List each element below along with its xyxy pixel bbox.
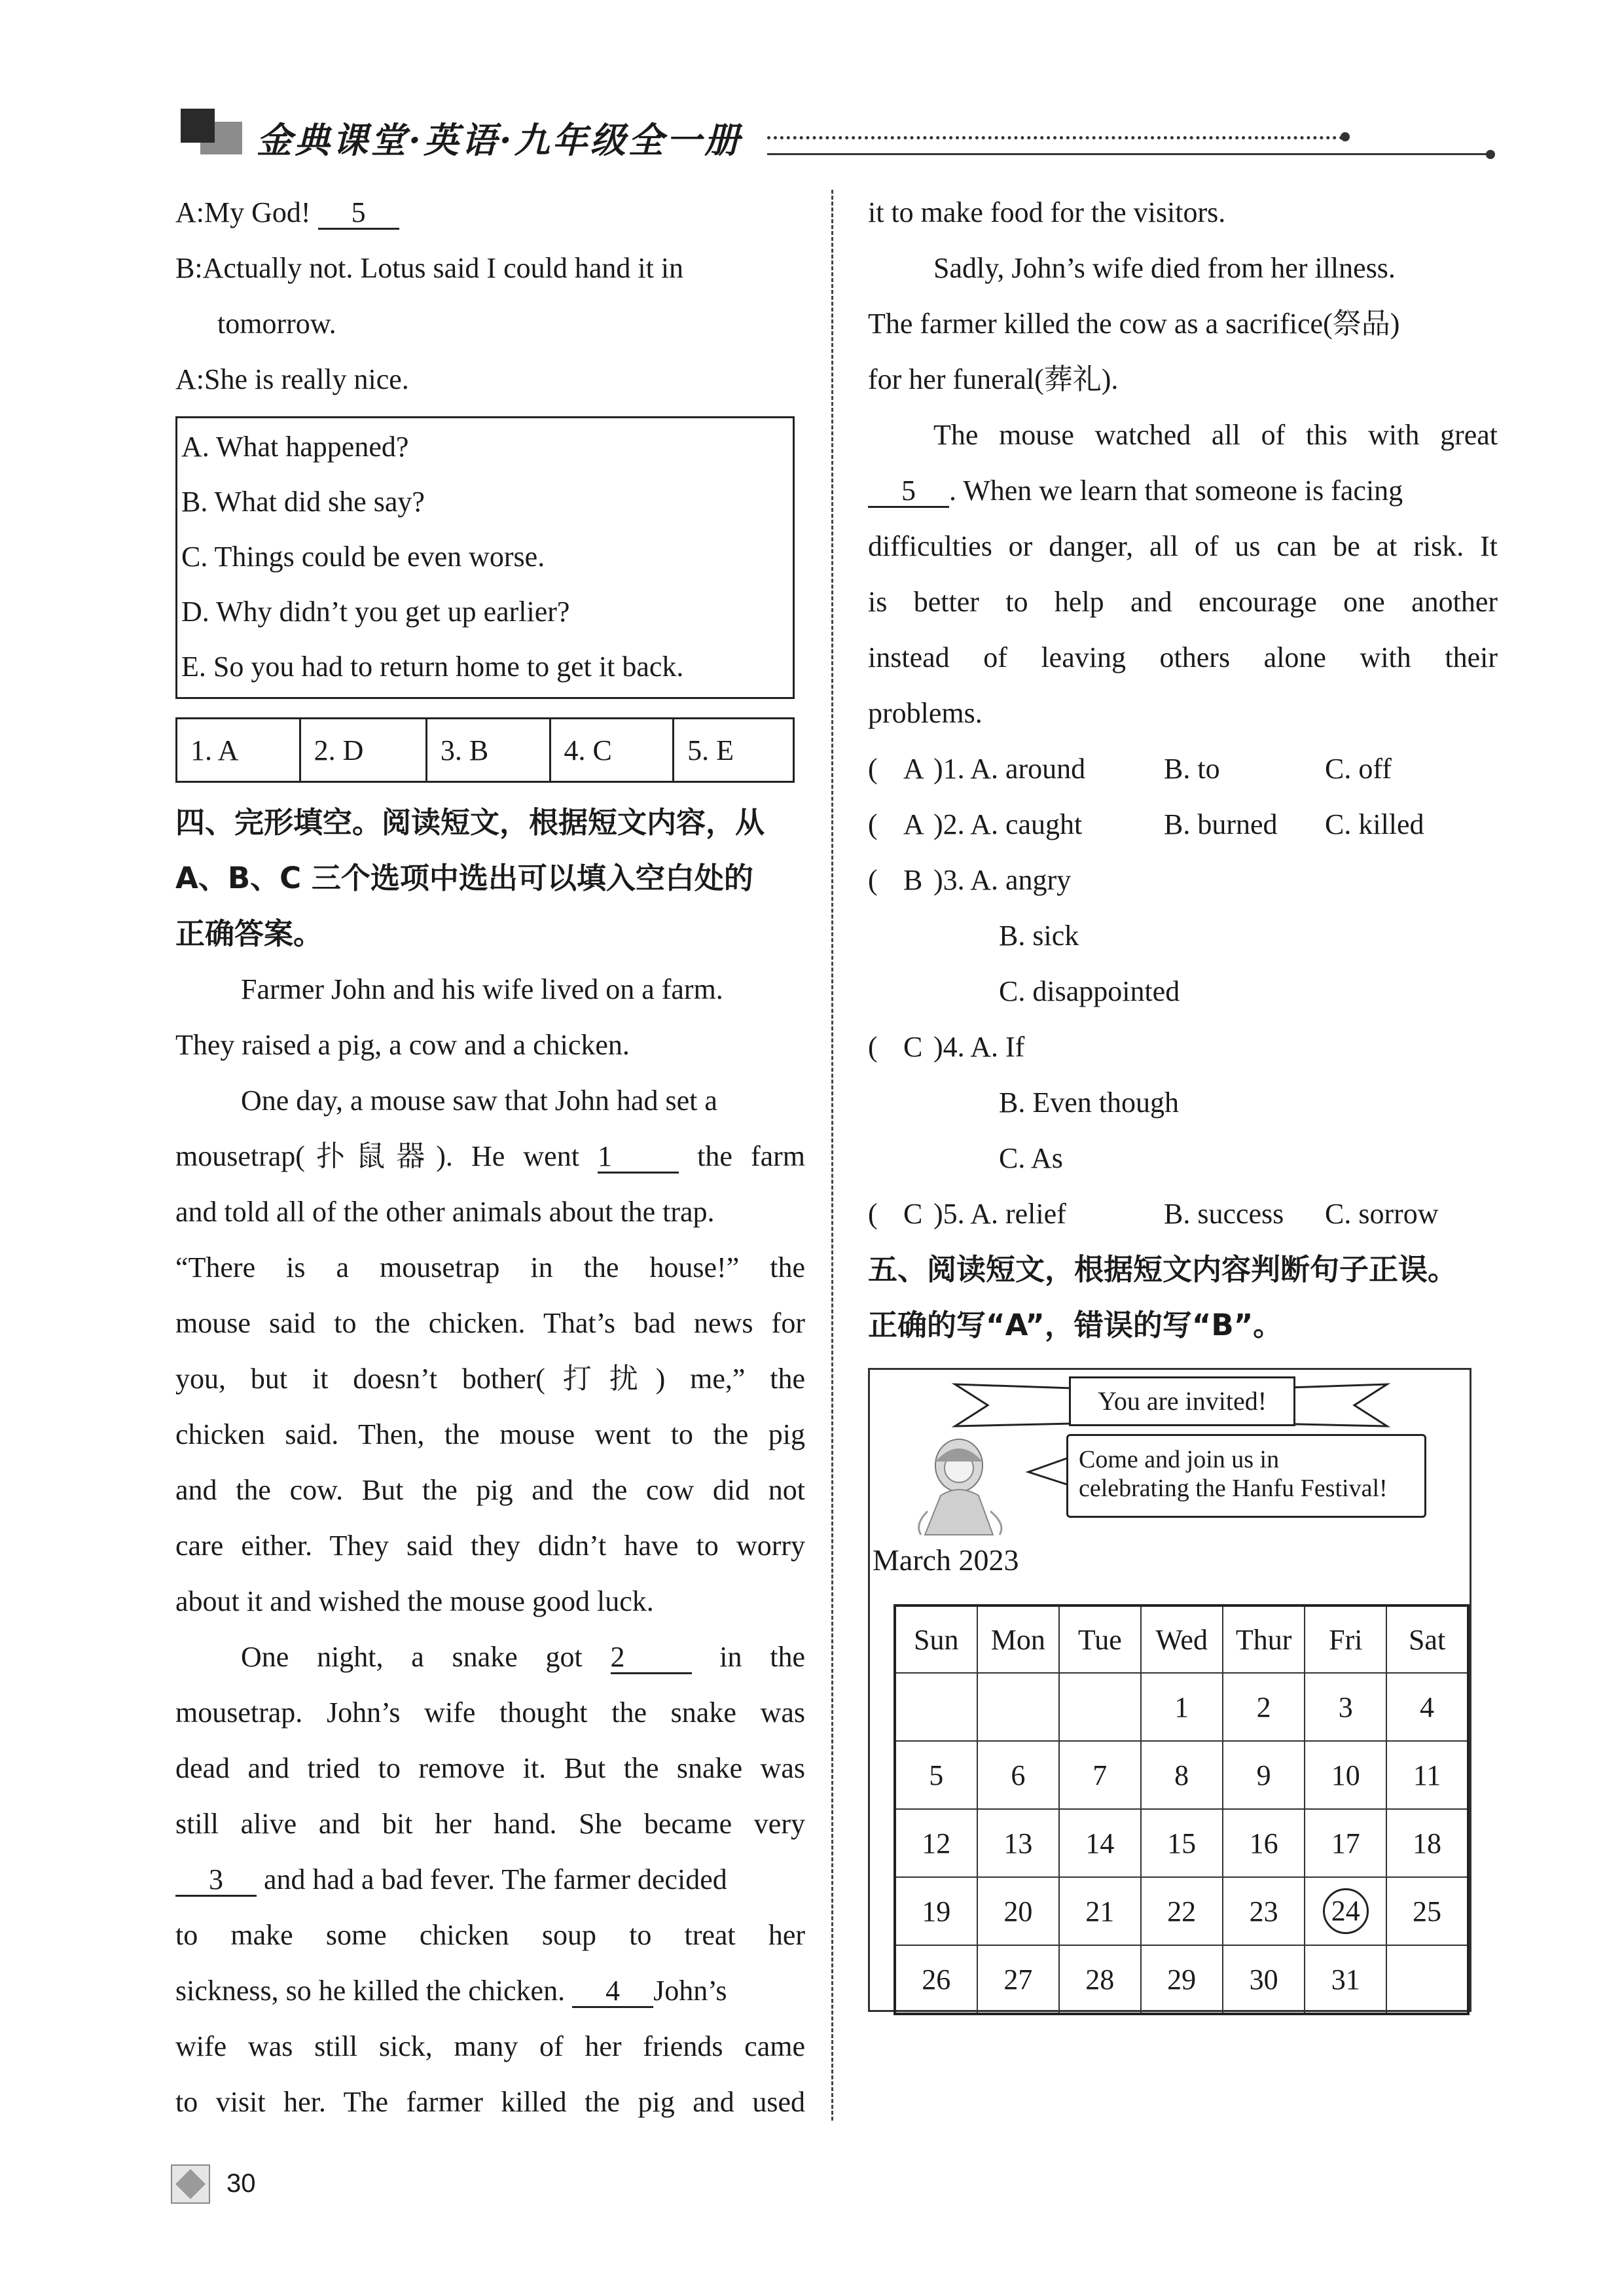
- calendar-day: [1386, 1945, 1468, 2014]
- passage-line: “There is a mousetrap in the house!” the: [175, 1251, 805, 1283]
- calendar-day: 3: [1305, 1673, 1386, 1741]
- page-header-title: 金典课堂·英语·九年级全一册: [257, 119, 742, 161]
- calendar-week-row: [895, 1741, 1468, 1809]
- passage-line: mousetrap. John’s wife thought the snake was: [175, 1696, 805, 1729]
- header-rule-dot: [1486, 150, 1495, 159]
- passage-line: and told all of the other animals about the trap.: [175, 1196, 715, 1228]
- speech-bubble-tail: [1026, 1454, 1072, 1493]
- weekday-label: Thur: [1223, 1605, 1305, 1673]
- calendar-day: 25: [1386, 1877, 1468, 1945]
- section-4-instruction: 正确答案。: [175, 916, 323, 951]
- calendar-day: 29: [1141, 1945, 1223, 2014]
- calendar-day: 17: [1305, 1809, 1386, 1877]
- passage-line: The mouse watched all of this with great: [933, 419, 1498, 451]
- passage-line: it to make food for the visitors.: [868, 196, 1226, 228]
- calendar-day: 8: [1141, 1741, 1223, 1809]
- calendar-day: 11: [1386, 1741, 1468, 1809]
- page-number: 30: [226, 2169, 256, 2198]
- calendar-day: 5: [895, 1741, 977, 1809]
- question-1: ( A )1. A. around B. to C. off: [868, 741, 1498, 797]
- passage-line: problems.: [868, 697, 983, 729]
- header-dotted-rule: [767, 136, 1343, 139]
- passage-line: difficulties or danger, all of us can be at risk. It: [868, 530, 1498, 562]
- question-5: ( C )5. A. relief B. success C. sorrow: [868, 1186, 1498, 1242]
- passage-line: to make some chicken soup to treat her: [175, 1919, 805, 1951]
- question-2: ( A )2. A. caught B. burned C. killed: [868, 797, 1498, 852]
- passage-line: instead of leaving others alone with their: [868, 641, 1498, 673]
- calendar-day: 10: [1305, 1741, 1386, 1809]
- right-column: [868, 185, 1498, 1353]
- calendar-day: 18: [1386, 1809, 1468, 1877]
- question-answer: C: [903, 1031, 923, 1063]
- calendar-day: 1: [1141, 1673, 1223, 1741]
- calendar-day: 9: [1223, 1741, 1305, 1809]
- answer-cell: 3. B: [426, 719, 550, 782]
- cloze-blank-5: 5: [868, 476, 949, 508]
- question-answer: B: [903, 864, 923, 896]
- calendar-day: 26: [895, 1945, 977, 2014]
- calendar-day: 20: [977, 1877, 1059, 1945]
- header-logo-dark: [181, 109, 215, 143]
- speech-bubble: [1066, 1434, 1426, 1518]
- passage-line: sickness, so he killed the chicken. 4 John’s: [175, 1963, 805, 2018]
- passage-line: is better to help and encourage one another: [868, 586, 1498, 618]
- calendar-day: 2: [1223, 1673, 1305, 1741]
- options-box: [175, 416, 795, 699]
- page-number-diamond-icon: [170, 2164, 211, 2204]
- option-item: E. So you had to return home to get it back.: [181, 651, 684, 683]
- passage-line: mousetrap(扑鼠器). He went 1 the farm: [175, 1128, 805, 1184]
- calendar-day: 15: [1141, 1809, 1223, 1877]
- answer-table: [175, 717, 795, 783]
- calendar-day: 27: [977, 1945, 1059, 2014]
- passage-line: and the cow. But the pig and the cow did not: [175, 1474, 805, 1506]
- calendar-day: 31: [1305, 1945, 1386, 2014]
- passage-line: wife was still sick, many of her friends came: [175, 2030, 805, 2062]
- cloze-blank-3: 3: [175, 1865, 257, 1897]
- weekday-label: Sat: [1386, 1605, 1468, 1673]
- hanfu-girl-icon: [901, 1433, 1026, 1537]
- left-column: [175, 185, 805, 2130]
- passage-line: chicken said. Then, the mouse went to the pig: [175, 1418, 805, 1450]
- calendar-week-row: [895, 1945, 1468, 2014]
- question-3: ( B )3. A. angry: [868, 852, 1498, 908]
- calendar-day: 7: [1059, 1741, 1140, 1809]
- calendar-day: 21: [1059, 1877, 1140, 1945]
- option-item: C. Things could be even worse.: [181, 541, 545, 573]
- question-3-option-c: C. disappointed: [999, 975, 1180, 1007]
- passage-line: One night, a snake got 2 in the: [175, 1629, 805, 1685]
- calendar-week-row: [895, 1673, 1468, 1741]
- weekday-label: Mon: [977, 1605, 1059, 1673]
- question-answer: A: [903, 753, 924, 785]
- invitation-ribbon-text: You are invited!: [1069, 1376, 1295, 1426]
- passage-line: for her funeral(葬礼).: [868, 363, 1119, 395]
- circled-date: 24: [1323, 1888, 1369, 1934]
- passage-line: mouse said to the chicken. That’s bad news for: [175, 1307, 805, 1339]
- passage-line: 3 and had a bad fever. The farmer decided: [175, 1852, 805, 1907]
- bubble-line: Come and join us in: [1079, 1446, 1280, 1473]
- section-5-instruction: 五、阅读短文，根据短文内容判断句子正误。: [868, 1252, 1458, 1287]
- section-4-instruction: A、B、C 三个选项中选出可以填入空白处的: [175, 861, 753, 895]
- option-item: A. What happened?: [181, 431, 409, 463]
- weekday-label: Wed: [1141, 1605, 1223, 1673]
- calendar-day: 19: [895, 1877, 977, 1945]
- weekday-label: Sun: [895, 1605, 977, 1673]
- calendar-header-row: [895, 1605, 1468, 1673]
- question-4: ( C )4. A. If: [868, 1019, 1498, 1075]
- calendar-day: 22: [1141, 1877, 1223, 1945]
- option-item: D. Why didn’t you get up earlier?: [181, 596, 570, 628]
- passage-line: about it and wished the mouse good luck.: [175, 1585, 654, 1617]
- calendar-day: [895, 1673, 977, 1741]
- passage-line: you, but it doesn’t bother(打扰) me,” the: [175, 1363, 805, 1395]
- calendar-week-row: [895, 1809, 1468, 1877]
- calendar-day: 4: [1386, 1673, 1468, 1741]
- passage-line: Sadly, John’s wife died from her illness.: [933, 252, 1396, 284]
- question-4-option-b: B. Even though: [999, 1086, 1179, 1119]
- calendar-week-row: [895, 1877, 1468, 1945]
- option-item: B. What did she say?: [181, 486, 425, 518]
- passage-line: 5 . When we learn that someone is facing: [868, 463, 1498, 518]
- calendar-month: March 2023: [873, 1543, 1019, 1577]
- header-rule-dot: [1341, 132, 1350, 141]
- calendar-day: 28: [1059, 1945, 1140, 2014]
- calendar-day: 12: [895, 1809, 977, 1877]
- dialogue-line: A:She is really nice.: [175, 363, 409, 395]
- cloze-blank-4: 4: [572, 1976, 653, 2008]
- calendar-day: 13: [977, 1809, 1059, 1877]
- answer-cell: 2. D: [300, 719, 426, 782]
- question-answer: C: [903, 1198, 923, 1230]
- passage-line: Farmer John and his wife lived on a farm.: [241, 973, 723, 1005]
- cloze-blank-1: 1: [598, 1141, 679, 1174]
- header-rule: [767, 153, 1494, 155]
- answer-cell: 4. C: [550, 719, 674, 782]
- calendar-day-highlighted: [1305, 1877, 1386, 1945]
- calendar-day: 6: [977, 1741, 1059, 1809]
- section-5-instruction: 正确的写“A”，错误的写“B”。: [868, 1308, 1283, 1342]
- passage-line: dead and tried to remove it. But the snake was: [175, 1752, 805, 1784]
- bubble-line: celebrating the Hanfu Festival!: [1079, 1475, 1388, 1502]
- answer-cell: 1. A: [177, 719, 300, 782]
- column-divider: [831, 190, 833, 2121]
- question-4-option-c: C. As: [999, 1142, 1063, 1174]
- answer-cell: 5. E: [674, 719, 794, 782]
- calendar-day: [977, 1673, 1059, 1741]
- calendar-day: 16: [1223, 1809, 1305, 1877]
- calendar-day: 30: [1223, 1945, 1305, 2014]
- calendar-day: 23: [1223, 1877, 1305, 1945]
- section-4-instruction: 四、完形填空。阅读短文，根据短文内容，从: [175, 805, 765, 840]
- weekday-label: Fri: [1305, 1605, 1386, 1673]
- dialogue-line-cont: tomorrow.: [217, 308, 336, 340]
- passage-line: still alive and bit her hand. She became very: [175, 1808, 805, 1840]
- question-answer: A: [903, 808, 924, 840]
- dialogue-line: B:Actually not. Lotus said I could hand it in: [175, 252, 684, 284]
- passage-line: The farmer killed the cow as a sacrifice(祭品): [868, 308, 1400, 340]
- weekday-label: Tue: [1059, 1605, 1140, 1673]
- cloze-blank-2: 2: [611, 1642, 692, 1674]
- passage-line: care either. They said they didn’t have to worry: [175, 1530, 805, 1562]
- calendar-day: 14: [1059, 1809, 1140, 1877]
- passage-line: to visit her. The farmer killed the pig and used: [175, 2086, 805, 2118]
- answer-blank: 5: [318, 198, 399, 230]
- calendar-table: [893, 1604, 1470, 2015]
- invitation-card: [868, 1368, 1471, 2012]
- dialogue-line: A:My God! 5: [175, 185, 805, 240]
- question-3-option-b: B. sick: [999, 920, 1079, 952]
- passage-line: They raised a pig, a cow and a chicken.: [175, 1029, 630, 1061]
- passage-line: One day, a mouse saw that John had set a: [241, 1085, 717, 1117]
- calendar-day: [1059, 1673, 1140, 1741]
